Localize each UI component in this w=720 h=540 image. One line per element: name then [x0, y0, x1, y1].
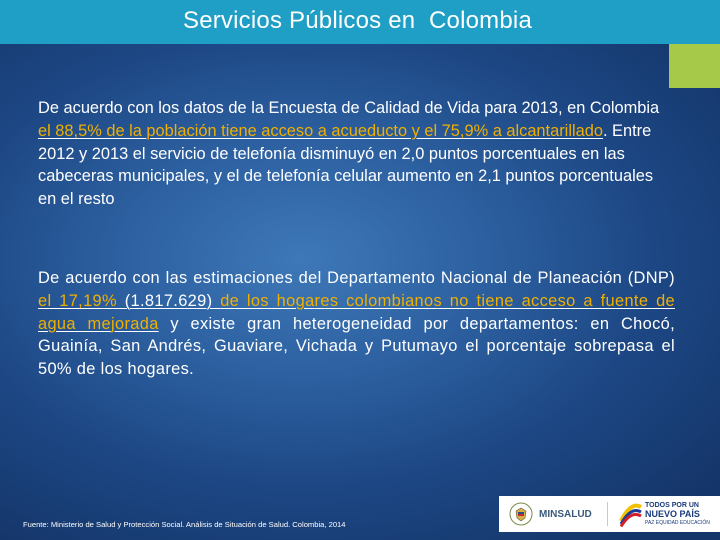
- accent-square: [669, 44, 720, 88]
- logo-divider: [607, 502, 608, 526]
- paragraph-2-highlight-households: de los hogares colombianos no tiene acceso a fuente de agua mejorada: [38, 291, 675, 333]
- source-footer: Fuente: Ministerio de Salud y Protección Social. Análisis de Situación de Salud. Colombia, 2014: [23, 520, 346, 529]
- tpnp-top-label: TODOS POR UN: [645, 502, 699, 509]
- paragraph-2-rest: y existe gran heterogeneidad por departamentos: en Chocó, Guainía, San Andrés, Guaviare, Vichada y Putumayo el porcentaje sobrepasa el 50% de los hogares.: [38, 314, 675, 379]
- title-bar: [0, 0, 720, 44]
- colombia-seal-icon: [509, 502, 533, 526]
- paragraph-2-highlight-percent: el 17,19%: [38, 291, 117, 310]
- minsalud-logo: [509, 500, 601, 528]
- todos-por-un-nuevo-pais-logo: [619, 499, 715, 529]
- logo-strip: [499, 496, 720, 532]
- slide-title: Servicios Públicos en Colombia: [182, 6, 533, 34]
- paragraph-1-intro: De acuerdo con los datos de la Encuesta de Calidad de Vida para 2013, en Colombia: [38, 99, 660, 117]
- minsalud-label: MINSALUD: [539, 508, 592, 520]
- paragraph-1-highlight: el 88,5% de la población tiene acceso a acueducto y el 75,9% a alcantarillado: [38, 121, 603, 140]
- tricolor-swoosh-icon: [619, 501, 643, 527]
- paragraph-1: [38, 97, 675, 211]
- paragraph-1-rest: . Entre 2012 y 2013 el servicio de telefonía disminuyó en 2,0 puntos porcentuales en las cabeceras municipales, y el de telefonía celular aumento en 2,1 puntos porcentuales en el resto: [38, 121, 654, 209]
- paragraph-2-intro: De acuerdo con las estimaciones del Departamento Nacional de Planeación (DNP): [38, 269, 675, 287]
- tpnp-bottom-label: PAZ EQUIDAD EDUCACIÓN: [645, 520, 710, 526]
- paragraph-2: [38, 267, 675, 381]
- tpnp-mid-label: NUEVO PAÍS: [645, 509, 700, 519]
- paragraph-2-count: (1.817.629): [116, 291, 221, 310]
